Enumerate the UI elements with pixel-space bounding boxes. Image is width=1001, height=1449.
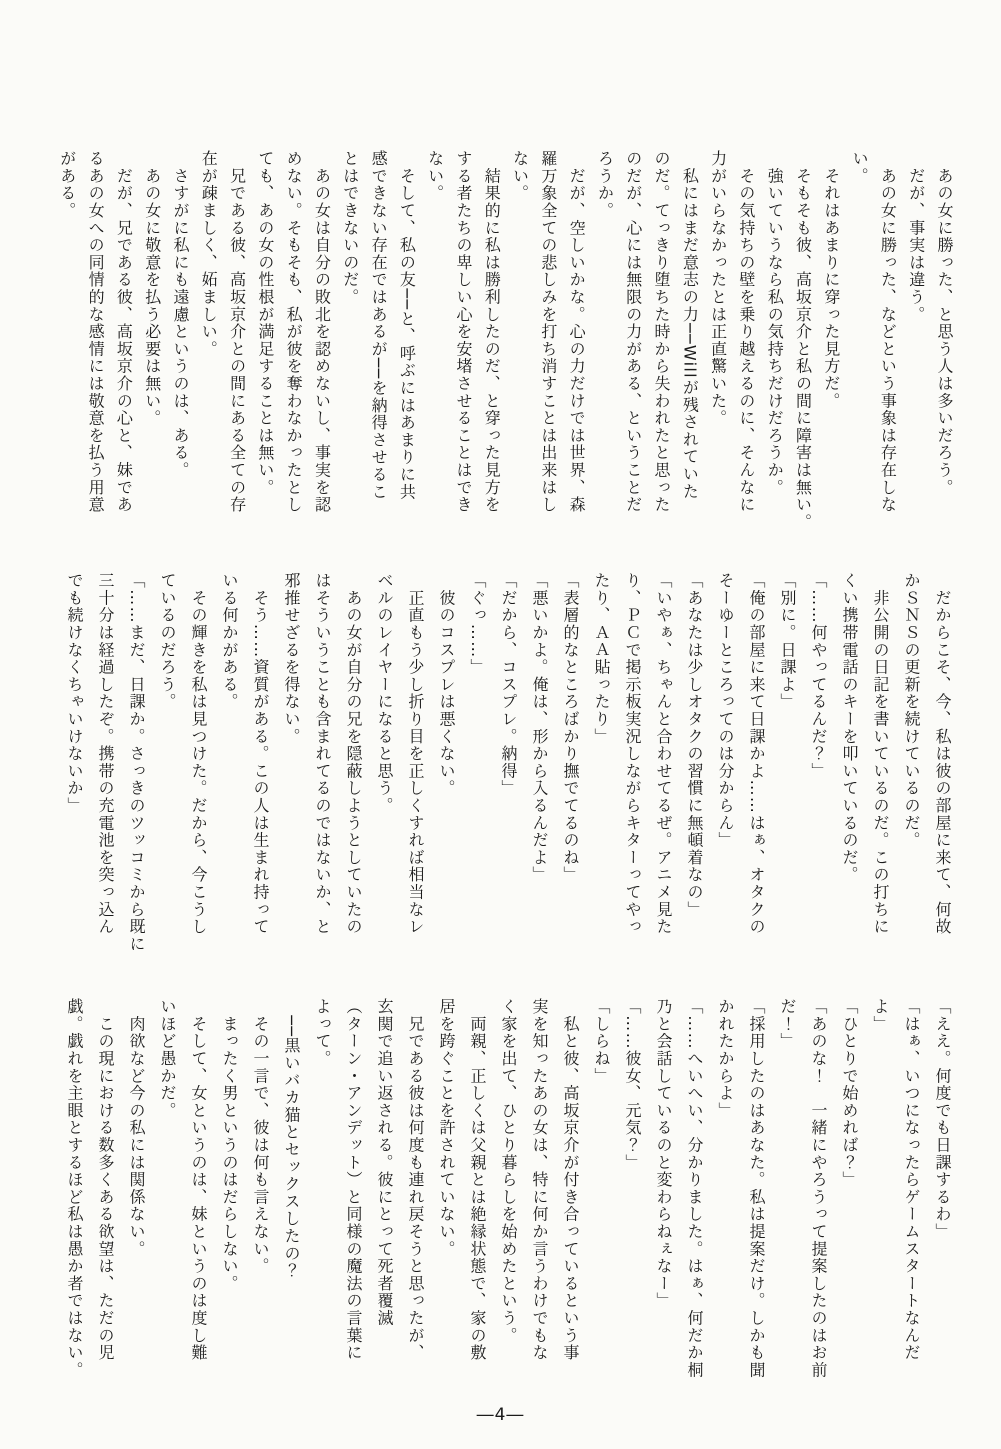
text-line: いほど愚かだ。 (158, 998, 177, 1120)
text-line: 実を知ったあの女は、特に何か言うわけでもな (530, 998, 549, 1362)
text-line: 「ええ。何度でも日課するわ」 (933, 998, 952, 1241)
text-line: 戯。戯れを主眼とするほど私は愚か者ではない。 (65, 998, 84, 1379)
text-line: かＳＮＳの更新を続けているのだ。 (902, 572, 921, 849)
text-line: 正直もう少し折り目を正しくすれば相当なレ (406, 572, 425, 936)
text-line: 「……何やってるんだ？」 (809, 572, 828, 780)
text-line: くい携帯電話のキーを叩いているのだ。 (840, 572, 859, 884)
text-line: だが、兄である彼、高坂京介の心と、妹であ (114, 150, 134, 514)
text-line: 兄である彼、高坂京介との間にある全ての存 (227, 150, 247, 514)
text-line: 「……へいへい、分かりました。はぁ、何だか桐 (685, 998, 704, 1379)
text-line: い。 (850, 150, 870, 185)
text-line: 「……彼女、元気？」 (623, 998, 642, 1171)
text-line: 私と彼、高坂京介が付き合っているという事 (561, 998, 580, 1362)
text-line: 肉欲など今の私には関係ない。 (127, 998, 146, 1258)
text-line: でも続けなくちゃいけないか」 (65, 572, 84, 815)
text-line: 非公開の日記を書いているのだ。この打ちに (871, 572, 890, 936)
text-line: く家を出て、ひとり暮らしを始めたという。 (499, 998, 518, 1344)
text-line: その気持ちの壁を乗り越えるのに、そんなに (736, 150, 756, 514)
text-line: 「採用したのはあなた。私は提案だけ。しかも聞 (747, 998, 766, 1379)
text-line: そう……資質がある。この人は生まれ持って (251, 572, 270, 936)
text-line: 玄関で追い返される。彼にとって死者覆滅 (375, 998, 394, 1327)
text-line: さすがに私にも遠慮というのは、ある。 (170, 150, 190, 479)
text-line: 居を跨ぐことを許されていない。 (437, 998, 456, 1258)
text-line: （ターン・アンデット）と同様の魔法の言葉に (344, 998, 363, 1362)
text-line: とはできないのだ。 (340, 150, 360, 306)
text-line: のだ。てっきり堕ちた時から失われたと思った (652, 150, 672, 514)
text-line: 強いていうなら私の気持ちだけだろうか。 (765, 150, 785, 496)
text-line: よって。 (313, 998, 332, 1068)
text-line: 両親、正しくは父親とは絶縁状態で、家の敷 (468, 998, 487, 1362)
text-line: ──黒いバカ猫とセックスしたの？ (282, 998, 301, 1280)
text-line: ても、あの女の性根が満足することは無い。 (255, 150, 275, 496)
text-line: その輝きを私は見つけた。だから、今こうし (189, 572, 208, 936)
text-line: 「表層的なところばかり撫でてるのね」 (561, 572, 580, 884)
text-line: だ！」 (778, 998, 797, 1050)
text-line: あの女は自分の敗北を認めないし、事実を認 (312, 150, 332, 514)
text-line: ない。 (425, 150, 445, 202)
text-line: 私にはまだ意志の力──Willが残されていた (680, 150, 700, 500)
text-block-middle (59, 572, 958, 953)
page-number: ―4― (476, 1405, 525, 1425)
text-line: 在が疎ましく、妬ましい。 (199, 150, 219, 358)
text-line: まったく男というのはだらしない。 (220, 998, 239, 1293)
text-line: この現における数多くある欲望は、ただの児 (96, 998, 115, 1362)
text-line: 「あなたは少しオタクの習慣に無頓着なの」 (685, 572, 704, 918)
text-line: 「ひとりで始めれば？」 (840, 998, 859, 1189)
text-line: 「……まだ、日課か。さっきのツッコミから既に (127, 572, 146, 953)
text-line: 邪推せざるを得ない。 (282, 572, 301, 745)
text-line: それはあまりに穿った見方だ。 (821, 150, 841, 410)
text-line: 「いやぁ、ちゃんと合わせてるぜ。アニメ見た (654, 572, 673, 936)
text-line: 乃と会話しているのと変わらねぇなー」 (654, 998, 673, 1310)
text-line: がある。 (57, 150, 77, 220)
text-line: そして、私の友──と、呼ぶにはあまりに共 (397, 150, 417, 501)
text-line: だが、事実は違う。 (906, 150, 926, 323)
text-line: 「俺の部屋に来て日課かよ……はぁ、オタクの (747, 572, 766, 936)
text-line: 「しらね」 (592, 998, 611, 1085)
text-line: 「別に。日課よ」 (778, 572, 797, 711)
text-line: 「ぐっ……」 (468, 572, 487, 676)
text-line: るあの女への同情的な感情には敬意を払う用意 (86, 150, 106, 514)
text-line: する者たちの卑しい心を安堵させることはでき (453, 150, 473, 514)
text-line: よ」 (871, 998, 890, 1033)
text-line: そーゆーところってのは分からん」 (716, 572, 735, 849)
text-line: 三十分は経過したぞ。携帯の充電池を突っ込ん (96, 572, 115, 936)
text-line: ろうか。 (595, 150, 615, 220)
text-line: めない。そもそも、私が彼を奪わなかったとし (284, 150, 304, 514)
text-line: あの女が自分の兄を隠蔽しようとしていたの (344, 572, 363, 936)
text-line: 力がいらなかったとは正直驚いた。 (708, 150, 728, 427)
text-line: 感できない存在ではあるが──を納得させるこ (369, 150, 389, 501)
text-line: のだが、心には無限の力がある、ということだ (623, 150, 643, 514)
text-line: 「悪いかよ。俺は、形から入るんだよ」 (530, 572, 549, 884)
text-block-bottom (59, 998, 958, 1379)
text-line: 彼のコスプレは悪くない。 (437, 572, 456, 797)
text-line: その一言で、彼は何も言えない。 (251, 998, 270, 1275)
text-line: そして、女というのは、妹というのは度し難 (189, 998, 208, 1362)
text-line: 「あのな！ 一緒にやろうって提案したのはお前 (809, 998, 828, 1379)
text-block-top (53, 150, 959, 531)
text-line: あの女に勝った、などという事象は存在しな (878, 150, 898, 514)
text-line: 結果的に私は勝利したのだ、と穿った見方を (482, 150, 502, 514)
text-line: ない。 (510, 150, 530, 202)
text-line: 兄である彼は何度も連れ戻そうと思ったが、 (406, 998, 425, 1362)
text-line: かれたからよ」 (716, 998, 735, 1120)
text-line: そもそも彼、高坂京介と私の間に障害は無い。 (793, 150, 813, 531)
text-line: り、ＰＣで掲示板実況しながらキターってやっ (623, 572, 642, 936)
text-line: ているのだろう。 (158, 572, 177, 711)
text-line: ベルのレイヤーになると思う。 (375, 572, 394, 815)
text-line: たり、ＡＡ貼ったり」 (592, 572, 611, 745)
text-line: いる何かがある。 (220, 572, 239, 711)
text-line: 「はぁ、いつになったらゲームスタートなんだ (902, 998, 921, 1362)
text-line: はそういうことも含まれてるのではないか、と (313, 572, 332, 936)
text-line: 「だから、コスプレ。納得」 (499, 572, 518, 797)
text-line: 羅万象全ての悲しみを打ち消すことは出来はし (538, 150, 558, 514)
text-line: だが、空しいかな。心の力だけでは世界、森 (567, 150, 587, 514)
text-line: あの女に勝った、と思う人は多いだろう。 (935, 150, 954, 496)
text-line: あの女に敬意を払う必要は無い。 (142, 150, 162, 427)
text-line: だからこそ、今、私は彼の部屋に来て、何故 (933, 572, 952, 936)
